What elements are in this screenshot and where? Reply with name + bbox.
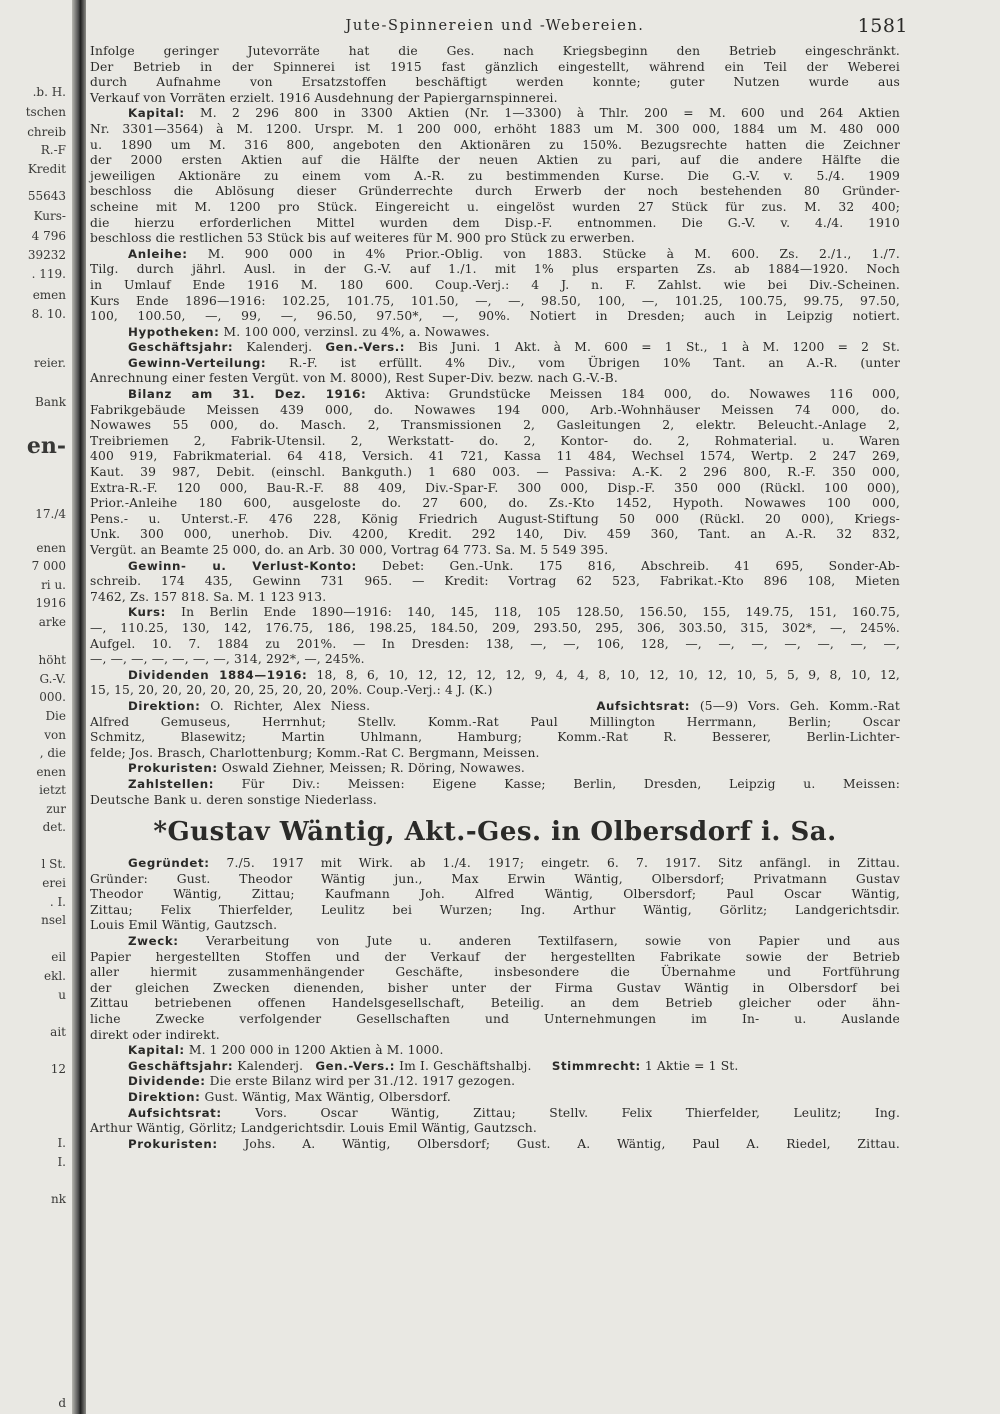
entry-text: 7./5. 1917 mit Wirk. ab 1./4. 1917; eingetr. 6. 7. 1917. Sitz anfängl. in Zittau. bbox=[209, 856, 900, 871]
zweck-entry bbox=[90, 934, 900, 1043]
margin-fragment: chreib bbox=[27, 125, 66, 139]
entry-text: Die erste Bilanz wird per 31./12. 1917 gezogen. bbox=[205, 1074, 516, 1089]
entry-label: Geschäftsjahr: bbox=[128, 1058, 234, 1073]
gewinn-verlust-entry bbox=[90, 559, 900, 606]
margin-fragment: 55643 bbox=[27, 189, 66, 203]
entry-label: Aufsichtsrat: bbox=[596, 698, 691, 713]
entry-label: Kurs: bbox=[128, 605, 166, 620]
entry-text: (5—9) Vors. Geh. Komm.-Rat bbox=[690, 698, 900, 713]
entry-text: Im I. Geschäftshalbj. bbox=[395, 1058, 532, 1073]
text-line: Unk. 300 000, unerhob. Div. 4200, Kredit. 292 140, Div. 459 360, Tant. an A.-R. 32 832, bbox=[90, 527, 900, 542]
text-line: Kurs Ende 1896—1916: 102.25, 101.75, 101.50, —, —, 98.50, 100, —, 101.25, 100.75, 99.75, 97.50, bbox=[90, 293, 900, 308]
margin-fragment: I. bbox=[57, 1155, 66, 1169]
dividenden-entry bbox=[90, 668, 900, 699]
intro-paragraph bbox=[90, 44, 900, 106]
entry-text: Verarbeitung von Jute u. anderen Textilfasern, sowie von Papier und aus bbox=[178, 934, 900, 949]
entry-text: Aktiva: Grundstücke Meissen 184 000, do. Nowawes 116 000, bbox=[366, 387, 900, 402]
text-line: Treibriemen 2, Fabrik-Utensil. 2, Werkstatt- do. 2, Kontor- do. 2, Rohmaterial. u. Waren bbox=[90, 433, 900, 448]
text-line: Zittau betriebenen offenen Handelsgesellschaft, Beteilig. an dem Betrieb gleicher oder ähn- bbox=[90, 996, 900, 1011]
entry-text: Gust. Wäntig, Max Wäntig, Olbersdorf. bbox=[200, 1090, 451, 1104]
prokuristen-entry-2 bbox=[90, 1137, 900, 1153]
margin-fragment: nsel bbox=[41, 913, 66, 927]
margin-fragment: Kurs- bbox=[33, 209, 66, 223]
text-line: Tilg. durch jährl. Ausl. in der G.-V. auf 1./1. mit 1% plus ersparten Zs. ab 1884—1920. Noch bbox=[90, 262, 900, 277]
margin-fragment: Kredit bbox=[27, 162, 66, 176]
entry-label: Stimmrecht: bbox=[551, 1058, 641, 1073]
margin-fragment: 000. bbox=[39, 690, 66, 704]
margin-fragment: l St. bbox=[41, 857, 66, 871]
margin-fragment: ri u. bbox=[41, 578, 66, 592]
text-line: Alfred Gemuseus, Herrnhut; Stellv. Komm.-Rat Paul Millington Herrmann, Berlin; Oscar bbox=[90, 714, 900, 729]
margin-fragment: R.-F bbox=[40, 143, 66, 157]
text-line: Schmitz, Blasewitz; Martin Uhlmann, Hamburg; Komm.-Rat R. Besserer, Berlin-Lichter- bbox=[90, 730, 900, 745]
company-heading: *Gustav Wäntig, Akt.-Ges. in Olbersdorf i. Sa. bbox=[153, 817, 837, 848]
text-line: 15, 15, 20, 20, 20, 20, 20, 25, 20, 20, 20%. Coup.-Verj.: 4 J. (K.) bbox=[90, 683, 493, 698]
margin-fragment: G.-V. bbox=[39, 672, 66, 686]
bilanz-entry bbox=[90, 387, 900, 559]
text-line: aller hiermit zusammenhängender Geschäfte, insbesondere die Übernahme und Fortführung bbox=[90, 965, 900, 980]
text-line: Infolge geringer Jutevorräte hat die Ges. nach Kriegsbeginn den Betrieb eingeschränkt. bbox=[90, 44, 900, 58]
margin-fragment: enen bbox=[36, 541, 66, 555]
text-line: Anrechnung einer festen Vergüt. von M. 8000), Rest Super-Div. bezw. nach G.-V.-B. bbox=[90, 371, 618, 386]
prokuristen-entry bbox=[90, 761, 900, 777]
page-binding-shadow bbox=[72, 0, 86, 1414]
entry-label: Prokuristen: bbox=[128, 761, 218, 776]
text-line: 100, 100.50, —, 99, —, 96.50, 97.50*, —, 90%. Notiert in Dresden; auch in Leipzig notiert. bbox=[90, 309, 900, 324]
text-line: felde; Jos. Brasch, Charlottenburg; Komm.-Rat C. Bergmann, Meissen. bbox=[90, 745, 540, 760]
text-line: Vergüt. an Beamte 25 000, do. an Arb. 30 000, Vortrag 64 773. Sa. M. 5 549 395. bbox=[90, 543, 609, 557]
text-line: —, 110.25, 130, 142, 176.75, 186, 198.25, 184.50, 209, 293.50, 295, 306, 303.50, 315, 302*, —, 245%. bbox=[90, 620, 900, 635]
text-line: u. 1890 um M. 316 800, angeboten den Aktionären zu 150%. Bezugsrechte hatten die Zeichner bbox=[90, 137, 900, 152]
margin-fragment: d bbox=[58, 1396, 66, 1410]
page-body bbox=[90, 15, 908, 1152]
text-line: der gleichen Zwecken dienenden, bisher unter der Firma Gustav Wäntig in Olbersdorf bei bbox=[90, 980, 900, 995]
hypotheken-entry bbox=[90, 325, 900, 341]
entry-label: Kapital: bbox=[128, 106, 185, 121]
entry-label: Gewinn- u. Verlust-Konto: bbox=[128, 558, 357, 573]
margin-fragment: , die bbox=[39, 746, 66, 760]
text-line: —, —, —, —, —, —, —, 314, 292*, —, 245%. bbox=[90, 652, 365, 667]
text-line: Nr. 3301—3564) à M. 1200. Urspr. M. 1 200 000, erhöht 1883 um M. 300 000, 1884 um M. 480 000 bbox=[90, 121, 900, 136]
margin-fragment: Bank bbox=[35, 395, 66, 409]
entry-text: In Berlin Ende 1890—1916: 140, 145, 118, 105 128.50, 156.50, 155, 149.75, 151, 160.75, bbox=[165, 605, 900, 620]
text-line: liche Zwecke verfolgender Gesellschaften und Unternehmungen im In- u. Auslande bbox=[90, 1012, 900, 1027]
margin-fragment: 12 bbox=[50, 1062, 66, 1076]
text-line: schreib. 174 435, Gewinn 731 965. — Kredit: Vortrag 62 523, Fabrikat.-Kto 896 108, Mieten bbox=[90, 574, 900, 589]
gegruendet-entry bbox=[90, 856, 900, 934]
text-line: Louis Emil Wäntig, Gautzsch. bbox=[90, 918, 278, 933]
entry-label: Direktion: bbox=[128, 1090, 201, 1104]
entry-text: O. Richter, Alex Niess. bbox=[200, 698, 371, 713]
entry-label: Dividenden 1884—1916: bbox=[128, 667, 308, 682]
geschaeftsjahr-entry bbox=[90, 340, 900, 356]
margin-fragment: tschen bbox=[25, 105, 66, 119]
text-line: 400 919, Fabrikmaterial. 64 418, Versich. 41 721, Kassa 11 484, Wechsel 1574, Wertp. 2 247 269, bbox=[90, 449, 900, 464]
margin-fragment: von bbox=[44, 728, 66, 742]
running-head-title: Jute-Spinnereien und -Webereien. bbox=[345, 18, 645, 34]
text-line: durch Aufnahme von Ersatzstoffen beschäftigt werden konnte; guter Nutzen wurde aus bbox=[90, 75, 900, 90]
entry-label: Geschäftsjahr: bbox=[128, 340, 234, 355]
margin-fragment: .b. H. bbox=[32, 85, 66, 99]
direktion-entry-2 bbox=[90, 1090, 900, 1106]
geschaeftsjahr-entry-2 bbox=[90, 1059, 900, 1075]
margin-fragment: 17./4 bbox=[35, 507, 66, 521]
text-line: beschloss die restlichen 53 Stück bis auf weiteres für M. 900 pro Stück zu erwerben. bbox=[90, 231, 635, 246]
entry-text: Kalenderj. bbox=[233, 1058, 304, 1073]
text-line: Fabrikgebäude Meissen 439 000, do. Nowawes 194 000, Arb.-Wohnhäuser Meissen 74 000, do. bbox=[90, 402, 900, 417]
text-line: Der Betrieb in der Spinnerei ist 1915 fast gänzlich eingestellt, während ein Teil der Weberei bbox=[90, 59, 900, 74]
margin-fragment: . I. bbox=[49, 895, 66, 909]
entry-label: Hypotheken: bbox=[128, 324, 220, 339]
text-line: scheine mit M. 1200 pro Stück. Eingereicht u. eingelöst wurden 27 Stück für zus. M. 32 400; bbox=[90, 199, 900, 214]
text-line: Zittau; Felix Thierfelder, Leulitz bei Wurzen; Ing. Arthur Wäntig, Görlitz; Landgerichtsdir. bbox=[90, 902, 900, 917]
margin-fragment: enen bbox=[36, 765, 66, 779]
margin-fragment: höht bbox=[38, 653, 66, 667]
entry-text: M. 1 200 000 in 1200 Aktien à M. 1000. bbox=[184, 1043, 444, 1058]
margin-fragment: 1916 bbox=[35, 596, 66, 610]
entry-text: Vors. Oscar Wäntig, Zittau; Stellv. Felix Thierfelder, Leulitz; Ing. bbox=[221, 1105, 900, 1120]
entry-label: Direktion: bbox=[128, 698, 201, 713]
text-line: Nowawes 55 000, do. Masch. 2, Transmissionen 2, Gasleitungen 2, elektr. Beleucht.-Anlage 2, bbox=[90, 418, 900, 433]
margin-fragment: Die bbox=[45, 709, 66, 723]
text-line: Papier hergestellten Stoffen und der Verkauf der hergestellten Fabrikate sowie der Betrieb bbox=[90, 949, 900, 964]
text-line: Deutsche Bank u. deren sonstige Niederlass. bbox=[90, 792, 377, 807]
entry-text: 18, 8, 6, 10, 12, 12, 12, 12, 9, 4, 4, 8, 10, 12, 10, 12, 10, 5, 5, 9, 8, 10, 12, bbox=[307, 667, 900, 682]
entry-label: Anleihe: bbox=[128, 246, 188, 261]
margin-fragment: det. bbox=[42, 820, 66, 834]
entry-text: Debet: Gen.-Unk. 175 816, Abschreib. 41 695, Sonder-Ab- bbox=[356, 558, 900, 573]
text-line: Verkauf von Vorräten erzielt. 1916 Ausdehnung der Papiergarnspinnerei. bbox=[90, 90, 558, 105]
zahlstellen-entry bbox=[90, 777, 900, 808]
margin-fragment: ekl. bbox=[43, 969, 66, 983]
entry-text: R.-F. ist erfüllt. 4% Div., vom Übrigen 10% Tant. an A.-R. (unter bbox=[266, 355, 900, 370]
margin-fragment: reier. bbox=[33, 356, 66, 370]
text-line: Gründer: Gust. Theodor Wäntig jun., Max Erwin Wäntig, Olbersdorf; Privatmann Gustav bbox=[90, 871, 900, 886]
entry-label: Aufsichtsrat: bbox=[128, 1105, 222, 1120]
margin-fragment: I. bbox=[57, 1136, 66, 1150]
margin-fragment: ietzt bbox=[39, 783, 66, 797]
anleihe-entry bbox=[90, 247, 900, 325]
text-line: Prior.-Anleihe 180 600, ausgeloste do. 27 600, do. Zs.-Kto 1452, Hypoth. Nowawes 100 000, bbox=[90, 496, 900, 511]
entry-label: Zahlstellen: bbox=[128, 776, 215, 791]
entry-label: Gen.-Vers.: bbox=[315, 1058, 396, 1073]
text-line: der 2000 ersten Aktien auf die Hälfte der neuen Aktien zu pari, auf die andere Hälfte die bbox=[90, 153, 900, 168]
text-line: Pens.- u. Unterst.-F. 476 228, König Friedrich August-Stiftung 50 000 (Rückl. 20 000), Kriegs- bbox=[90, 511, 900, 526]
margin-fragment: zur bbox=[46, 802, 66, 816]
page-number: 1581 bbox=[857, 15, 908, 37]
text-line: beschloss die Ablösung dieser Gründerrechte durch Erwerb der noch bestehenden 80 Gründer- bbox=[90, 184, 900, 199]
margin-fragment: nk bbox=[51, 1192, 66, 1206]
margin-fragment: ait bbox=[50, 1025, 66, 1039]
margin-fragment: en- bbox=[26, 433, 66, 459]
margin-fragment: arke bbox=[38, 615, 66, 629]
margin-fragment: eil bbox=[51, 950, 66, 964]
entry-text: M. 2 296 800 in 3300 Aktien (Nr. 1—3300) à Thlr. 200 = M. 600 und 264 Aktien bbox=[184, 106, 900, 121]
text-line: Extra-R.-F. 120 000, Bau-R.-F. 88 409, Div.-Spar-F. 300 000, Disp.-F. 350 000 (Rückl. 100 000), bbox=[90, 480, 900, 495]
entry-label: Gewinn-Verteilung: bbox=[128, 355, 267, 370]
margin-fragment: u bbox=[58, 988, 66, 1002]
aufsichtsrat-entry-2 bbox=[90, 1106, 900, 1137]
entry-text: M. 900 000 in 4% Prior.-Oblig. von 1883. Stücke à M. 600. Zs. 2./1., 1./7. bbox=[187, 246, 900, 261]
entry-text: 1 Aktie = 1 St. bbox=[640, 1058, 739, 1073]
text-line: Aufgel. 10. 7. 1884 zu 201%. — In Dresden: 138, —, —, 106, 128, —, —, —, —, —, —, —, bbox=[90, 636, 900, 651]
gewinn-verteilung-entry bbox=[90, 356, 900, 387]
entry-label: Gen.-Vers.: bbox=[325, 340, 406, 355]
entry-label: Bilanz am 31. Dez. 1916: bbox=[128, 387, 367, 402]
entry-text: Kalenderj. bbox=[233, 340, 313, 355]
margin-fragment: 7 000 bbox=[31, 559, 66, 573]
text-line: direkt oder indirekt. bbox=[90, 1027, 220, 1042]
margin-fragment: erei bbox=[42, 876, 66, 890]
direktion-entry bbox=[90, 699, 900, 761]
kurs-entry bbox=[90, 605, 900, 667]
text-line: in Umlauf Ende 1916 M. 180 600. Coup.-Verj.: 4 J. n. F. Zahlst. wie bei Div.-Scheinen. bbox=[90, 277, 900, 292]
entry-text: Bis Juni. 1 Akt. à M. 600 = 1 St., 1 à M. 1200 = 2 St. bbox=[405, 340, 900, 355]
text-line: Arthur Wäntig, Görlitz; Landgerichtsdir. Louis Emil Wäntig, Gautzsch. bbox=[90, 1121, 537, 1136]
section-jute-company bbox=[90, 44, 900, 808]
entry-text: Johs. A. Wäntig, Olbersdorf; Gust. A. Wäntig, Paul A. Riedel, Zittau. bbox=[217, 1136, 900, 1151]
margin-fragment: 8. 10. bbox=[31, 307, 66, 321]
margin-fragment: 39232 bbox=[27, 248, 66, 262]
margin-fragment: emen bbox=[32, 288, 66, 302]
text-line: Theodor Wäntig, Zittau; Kaufmann Joh. Alfred Wäntig, Olbersdorf; Paul Oscar Wäntig, bbox=[90, 887, 900, 902]
entry-label: Zweck: bbox=[128, 934, 179, 949]
kapital-entry-2 bbox=[90, 1043, 900, 1059]
entry-label: Gegründet: bbox=[128, 856, 210, 871]
text-line: Kaut. 39 987, Debit. (einschl. Bankguth.) 1 680 003. — Passiva: A.-K. 2 296 800, R.-F. 350 000, bbox=[90, 465, 900, 480]
entry-label: Kapital: bbox=[128, 1043, 185, 1058]
section-waentig-company bbox=[90, 856, 900, 1152]
text-line: jeweiligen Aktionäre zu einem vom A.-R. zu bestimmenden Kurse. Die G.-V. v. 5./4. 1909 bbox=[90, 168, 900, 183]
margin-fragment: 4 796 bbox=[31, 229, 66, 243]
margin-fragment: . 119. bbox=[31, 267, 66, 281]
text-line: 7462, Zs. 157 818. Sa. M. 1 123 913. bbox=[90, 589, 327, 604]
entry-text: M. 100 000, verzinsl. zu 4%, a. Nowawes. bbox=[219, 324, 490, 339]
entry-text: Für Div.: Meissen: Eigene Kasse; Berlin, Dresden, Leipzig u. Meissen: bbox=[214, 776, 900, 791]
previous-page-margin bbox=[0, 0, 70, 1414]
entry-text: Oswald Ziehner, Meissen; R. Döring, Nowawes. bbox=[217, 761, 525, 776]
text-line: die hierzu erforderlichen Mittel wurden dem Disp.-F. entnommen. Die G.-V. v. 4./4. 1910 bbox=[90, 215, 900, 230]
dividende-entry-2 bbox=[90, 1074, 900, 1090]
entry-label: Dividende: bbox=[128, 1074, 206, 1089]
kapital-entry bbox=[90, 106, 900, 246]
entry-label: Prokuristen: bbox=[128, 1136, 218, 1151]
running-head bbox=[90, 15, 908, 44]
